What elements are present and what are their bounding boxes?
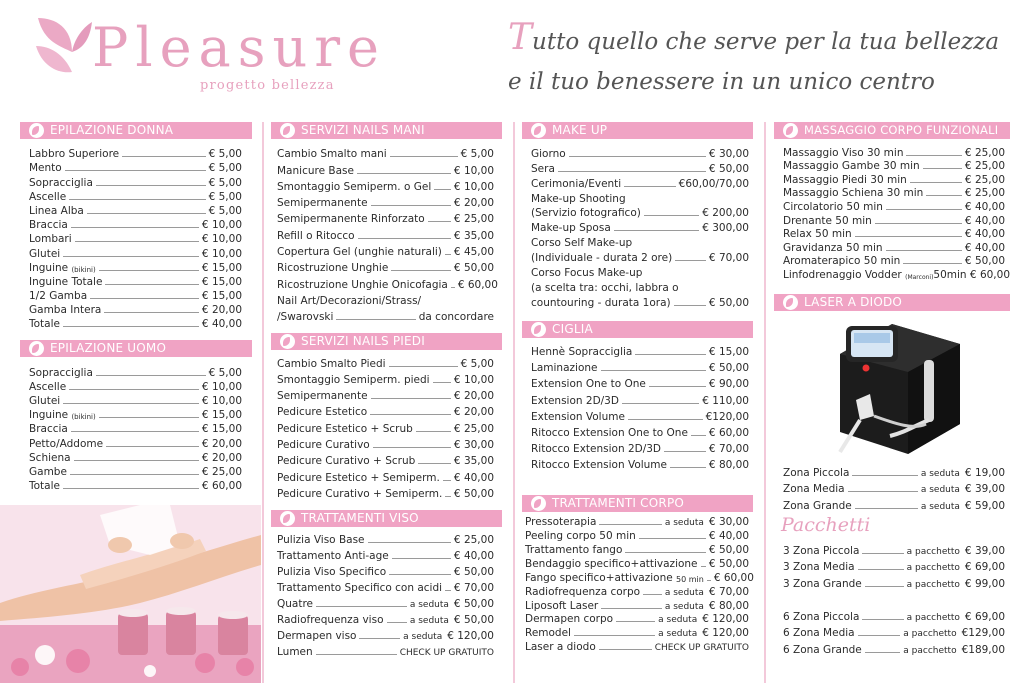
list-item: Nail Art/Decorazioni/Strass/	[277, 294, 422, 307]
tagline-line-1-text: utto quello che serve per la tua bellezza	[532, 29, 1000, 55]
list-item: /Swarovski da concordare	[277, 311, 494, 324]
list-item: Pressoterapia a seduta € 30,00	[525, 516, 749, 529]
price-list-epilazione-uomo	[29, 364, 242, 492]
list-item: Petto/Addome € 20,00	[29, 437, 242, 450]
list-item: Trattamento fango € 50,00	[525, 543, 749, 556]
list-item: 3 Zona Piccola a pacchetto € 39,00	[783, 544, 1005, 557]
section-header-massaggio-corpo: MASSAGGIO CORPO FUNZIONALI	[774, 122, 1010, 139]
section-header-servizi-nails-piedi: SERVIZI NAILS PIEDI	[271, 333, 502, 350]
list-item: Gamba Intera € 20,00	[29, 304, 242, 317]
list-item: Ascelle € 10,00	[29, 380, 242, 393]
list-item: Ritocco Extension Volume € 80,00	[531, 459, 749, 472]
list-item: Ascelle € 5,00	[29, 190, 242, 203]
list-item: Massaggio Piedi 30 min € 25,00	[783, 173, 1005, 186]
column-divider	[764, 122, 766, 683]
list-item: Copertura Gel (unghie naturali) € 45,00	[277, 246, 494, 259]
tagline-line-2: e il tuo benessere in un unico centro	[508, 69, 935, 95]
list-item: Zona Piccola a seduta € 19,00	[783, 466, 1005, 479]
section-header-laser-a-diodo: LASER A DIODO	[774, 294, 1010, 311]
laser-machine-image	[826, 320, 966, 460]
list-item: 6 Zona Grande a pacchetto €189,00	[783, 643, 1005, 656]
price-list-nails-mani	[277, 144, 498, 324]
butterfly-icon	[531, 322, 546, 337]
list-item: Massaggio Schiena 30 min € 25,00	[783, 187, 1005, 200]
list-item: Braccia € 10,00	[29, 219, 242, 232]
column-divider	[262, 122, 264, 683]
list-item: Massaggio Viso 30 min € 25,00	[783, 146, 1005, 159]
list-item: Zona Grande a seduta € 59,00	[783, 499, 1005, 512]
list-item: Smontaggio Semiperm. o Gel € 10,00	[277, 180, 494, 193]
list-item: Pedicure Curativo + Semiperm. € 50,00	[277, 487, 494, 500]
price-list-massaggio	[783, 145, 1010, 281]
list-item: Radiofrequenza corpo a seduta € 70,00	[525, 585, 749, 598]
section-header-epilazione-donna: EPILAZIONE DONNA	[20, 122, 252, 139]
list-item: Gravidanza 50 min € 40,00	[783, 241, 1005, 254]
list-item: Pulizia Viso Base € 25,00	[277, 533, 494, 546]
list-item: Glutei € 10,00	[29, 395, 242, 407]
list-item: Remodel a seduta € 120,00	[525, 627, 749, 640]
list-item: Totale € 60,00	[29, 480, 242, 493]
section-header-ciglia: CIGLIA	[522, 321, 753, 338]
list-item: Cerimonia/Eventi €60,00/70,00	[531, 177, 749, 190]
list-item: Lombari € 10,00	[29, 233, 242, 246]
list-item: 1/2 Gamba € 15,00	[29, 290, 242, 303]
list-item: 3 Zona Grande a pacchetto € 99,00	[783, 577, 1005, 590]
butterfly-icon	[531, 123, 546, 138]
list-item: Extension One to One € 90,00	[531, 378, 749, 391]
list-item: (Servizio fotografico) € 200,00	[531, 207, 749, 220]
tagline-line-1	[508, 18, 1008, 62]
list-item: Circolatorio 50 min € 40,00	[783, 200, 1005, 213]
column-3	[522, 122, 753, 683]
price-list-pacchetti-3	[783, 540, 1005, 590]
list-item: Manicure Base € 10,00	[277, 164, 494, 177]
butterfly-icon	[280, 511, 295, 526]
section-header-trattamenti-viso: TRATTAMENTI VISO	[271, 510, 502, 527]
list-item: Labbro Superiore € 5,00	[29, 148, 242, 161]
list-item: Schiena € 20,00	[29, 451, 242, 464]
price-list-nails-piedi	[277, 353, 494, 500]
list-item: Ritocco Extension One to One € 60,00	[531, 426, 749, 439]
column-4	[774, 122, 1010, 683]
list-item: Sopracciglia € 5,00	[29, 366, 242, 379]
list-item: Glutei € 10,00	[29, 247, 242, 260]
list-item: Laminazione € 50,00	[531, 362, 749, 375]
list-item: 6 Zona Piccola a pacchetto € 69,00	[783, 610, 1005, 623]
list-item: Drenante 50 min € 40,00	[783, 214, 1005, 227]
brand-subtitle: progetto bellezza	[200, 78, 335, 93]
list-item: Pedicure Estetico + Semiperm. € 40,00	[277, 471, 494, 484]
list-item: Pedicure Estetico + Scrub € 25,00	[277, 422, 494, 435]
list-item: Inguine (bikini) € 15,00	[29, 409, 242, 422]
list-item: Linfodrenaggio Vodder (Marconi) 50min € 60,00	[783, 268, 1010, 281]
list-item: Semipermanente € 20,00	[277, 390, 494, 403]
price-list-trattamenti-viso	[277, 530, 494, 658]
list-item: Gambe € 25,00	[29, 465, 242, 478]
brand-name: Pleasure	[92, 16, 387, 79]
spa-illustration	[0, 505, 261, 683]
list-item: Giorno € 30,00	[531, 147, 749, 160]
butterfly-icon	[29, 123, 44, 138]
list-item: Liposoft Laser a seduta € 80,00	[525, 599, 749, 612]
list-item: Radiofrequenza viso a seduta € 50,00	[277, 613, 494, 626]
list-item: Refill o Ritocco € 35,00	[277, 229, 494, 242]
price-list-laser	[783, 462, 1005, 512]
list-item: Pedicure Curativo + Scrub € 35,00	[277, 455, 494, 468]
list-item: Totale € 40,00	[29, 318, 242, 331]
list-item: Inguine (bikini) € 15,00	[29, 261, 242, 274]
butterfly-icon	[783, 295, 798, 310]
list-item: Hennè Sopracciglia € 15,00	[531, 345, 749, 358]
list-item: countouring - durata 1ora) € 50,00	[531, 296, 749, 309]
list-item: Ritocco Extension 2D/3D € 70,00	[531, 443, 749, 456]
list-item: Corso Self Make-up	[531, 237, 633, 250]
list-item: Laser a diodo CHECK UP GRATUITO	[525, 641, 749, 654]
list-item: Smontaggio Semiperm. piedi € 10,00	[277, 373, 494, 386]
list-item: (a scelta tra: occhi, labbra o	[531, 281, 679, 294]
list-item: Trattamento Specifico con acidi € 70,00	[277, 581, 494, 594]
list-item: Linea Alba € 5,00	[29, 204, 242, 217]
list-item: Quatre a seduta € 50,00	[277, 597, 494, 610]
column-divider	[513, 122, 515, 683]
section-header-servizi-nails-mani: SERVIZI NAILS MANI	[271, 122, 502, 139]
column-2	[271, 122, 502, 683]
list-item: Ricostruzione Unghie Onicofagia € 60,00	[277, 278, 498, 291]
price-list-trattamenti-corpo	[525, 514, 754, 654]
list-item: Corso Focus Make-up	[531, 267, 643, 280]
price-list-pacchetti-6	[783, 606, 1005, 656]
list-item: Make-up Shooting	[531, 192, 626, 205]
list-item: Relax 50 min € 40,00	[783, 228, 1005, 241]
list-item: Sopracciglia € 5,00	[29, 176, 242, 189]
list-item: Fango specifico+attivazione 50 min € 60,00	[525, 571, 754, 584]
price-list-make-up	[531, 145, 749, 309]
list-item: Inguine Totale € 15,00	[29, 275, 242, 288]
butterfly-icon	[280, 123, 295, 138]
list-item: Braccia € 15,00	[29, 423, 242, 436]
butterfly-icon	[280, 334, 295, 349]
section-header-trattamenti-corpo: TRATTAMENTI CORPO	[522, 495, 753, 512]
section-header-make-up: MAKE UP	[522, 122, 753, 139]
list-item: Extension 2D/3D € 110,00	[531, 394, 749, 407]
butterfly-icon	[783, 123, 798, 138]
list-item: Ricostruzione Unghie € 50,00	[277, 262, 494, 275]
list-item: Dermapen viso a seduta € 120,00	[277, 629, 494, 642]
list-item: Mento € 5,00	[29, 162, 242, 175]
list-item: Make-up Sposa € 300,00	[531, 222, 749, 235]
list-item: Semipermanente Rinforzato € 25,00	[277, 213, 494, 226]
list-item: Cambio Smalto Piedi € 5,00	[277, 357, 494, 370]
list-item: 6 Zona Media a pacchetto €129,00	[783, 627, 1005, 639]
list-item: Pulizia Viso Specifico € 50,00	[277, 565, 494, 578]
list-item: Sera € 50,00	[531, 162, 749, 175]
butterfly-icon	[531, 496, 546, 511]
tagline	[508, 18, 1008, 102]
butterfly-icon	[29, 341, 44, 356]
section-header-epilazione-uomo: EPILAZIONE UOMO	[20, 340, 252, 357]
list-item: Pedicure Estetico € 20,00	[277, 406, 494, 419]
list-item: Massaggio Gambe 30 min € 25,00	[783, 160, 1005, 173]
list-item: Bendaggio specifico+attivazione € 50,00	[525, 557, 749, 570]
butterfly-logo-icon	[32, 12, 94, 86]
list-item: Trattamento Anti-age € 40,00	[277, 549, 494, 562]
list-item: Pedicure Curativo € 30,00	[277, 439, 494, 452]
brand-logo	[32, 12, 387, 102]
list-item: 3 Zona Media a pacchetto € 69,00	[783, 561, 1005, 573]
tagline-initial: T	[508, 17, 533, 58]
list-item: Zona Media a seduta € 39,00	[783, 483, 1005, 495]
spa-photo	[0, 505, 261, 683]
list-item: Peeling corpo 50 min € 40,00	[525, 530, 749, 543]
price-list-ciglia	[531, 342, 749, 472]
pacchetti-title: Pacchetti	[781, 514, 871, 536]
list-item: Semipermanente € 20,00	[277, 197, 494, 210]
list-item: Cambio Smalto mani € 5,00	[277, 148, 494, 161]
list-item: Aromaterapico 50 min € 50,00	[783, 255, 1005, 268]
price-list-epilazione-donna	[29, 146, 242, 330]
list-item: (Individuale - durata 2 ore) € 70,00	[531, 252, 749, 265]
list-item: Extension Volume €120,00	[531, 410, 749, 423]
list-item: Lumen CHECK UP GRATUITO	[277, 645, 494, 658]
list-item: Dermapen corpo a seduta € 120,00	[525, 613, 749, 626]
